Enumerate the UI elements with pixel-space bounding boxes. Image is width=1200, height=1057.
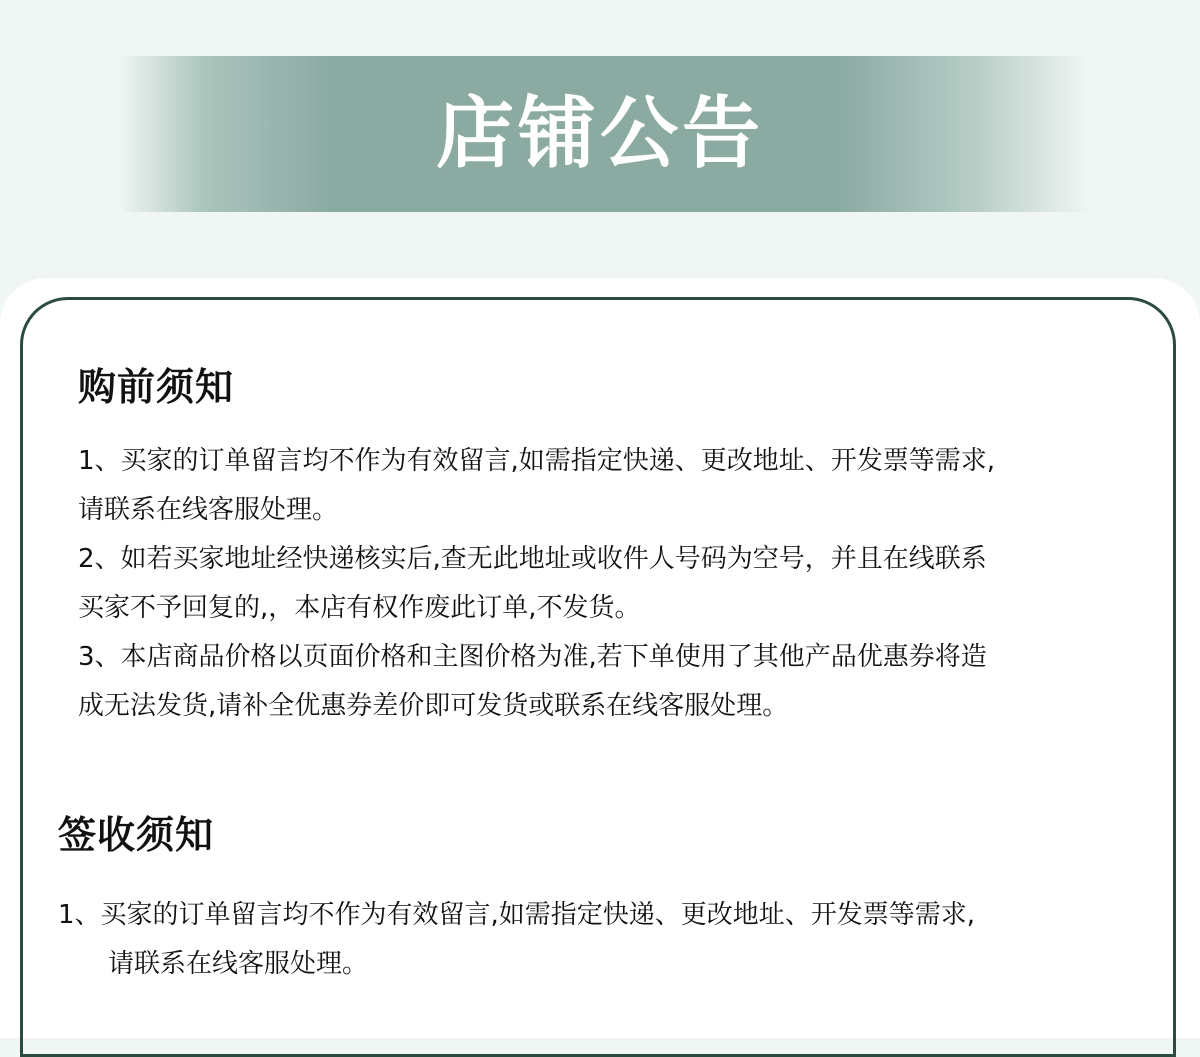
- delivery-notice-line: 请联系在线客服处理。: [108, 949, 369, 979]
- purchase-notice-line: 买家不予回复的,，本店有权作废此订单,不发货。: [78, 593, 641, 623]
- delivery-notice-line: 1、买家的订单留言均不作为有效留言,如需指定快递、更改地址、开发票等需求,: [58, 900, 976, 930]
- section-title-before-purchase: 购前须知: [78, 365, 235, 409]
- purchase-notice-line: 成无法发货,请补全优惠券差价即可发货或联系在线客服处理。: [78, 691, 789, 721]
- section-title-delivery: 签收须知: [58, 813, 215, 857]
- banner-title: 店铺公告: [435, 89, 764, 179]
- purchase-notice-line: 2、如若买家地址经快递核实后,查无此地址或收件人号码为空号，并且在线联系: [78, 544, 987, 574]
- purchase-notice-line: 1、买家的订单留言均不作为有效留言,如需指定快递、更改地址、开发票等需求,: [78, 446, 996, 476]
- purchase-notice-line: 请联系在线客服处理。: [78, 495, 339, 525]
- purchase-notice-line: 3、本店商品价格以页面价格和主图价格为准,若下单使用了其他产品优惠券将造: [78, 642, 987, 672]
